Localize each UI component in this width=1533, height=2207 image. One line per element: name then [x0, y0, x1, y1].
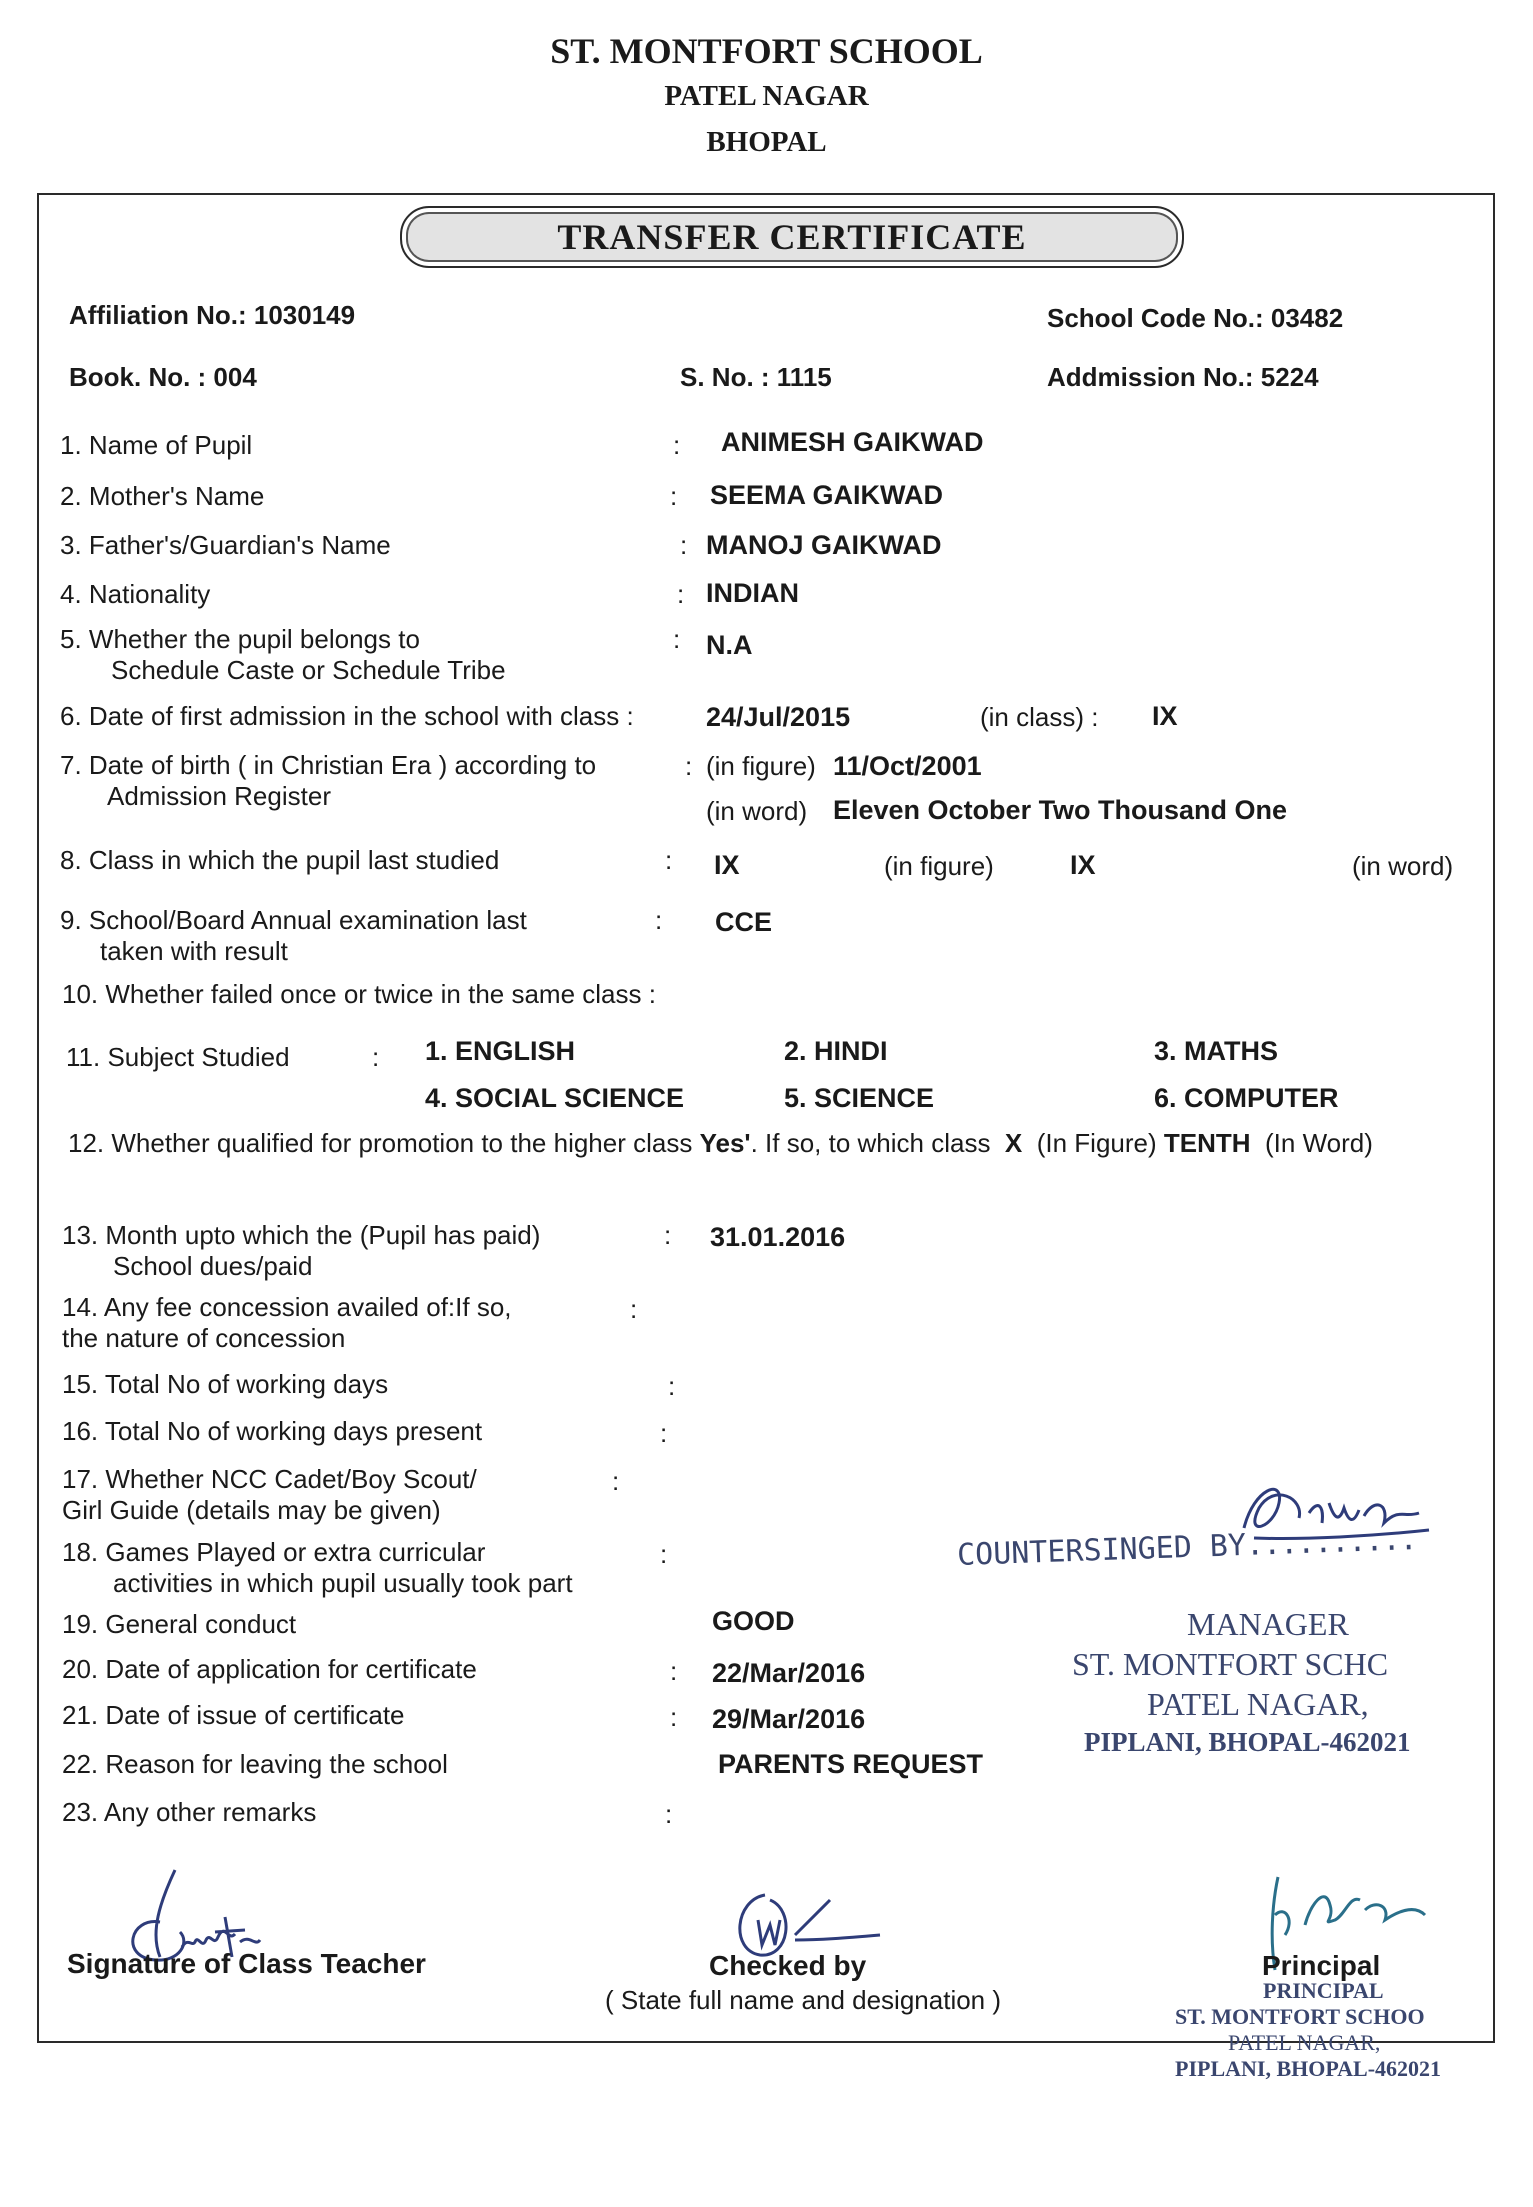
- school-code: School Code No.: 03482: [1047, 303, 1344, 333]
- colon: :: [665, 845, 673, 875]
- colon: :: [372, 1042, 380, 1072]
- field-13-label: 13. Month upto which the (Pupil has paid): [62, 1220, 541, 1250]
- field-3-value: MANOJ GAIKWAD: [706, 530, 942, 560]
- field-16-label: 16. Total No of working days present: [62, 1416, 483, 1446]
- school-area: PATEL NAGAR: [664, 80, 869, 112]
- field-17-label-cont: Girl Guide (details may be given): [62, 1495, 441, 1525]
- colon: :: [677, 579, 685, 609]
- field-1-value: ANIMESH GAIKWAD: [721, 427, 984, 457]
- principal-stamp-line1: PRINCIPAL: [1263, 1978, 1384, 2003]
- field-9-value: CCE: [715, 907, 773, 937]
- colon: :: [612, 1466, 620, 1496]
- subject-item: 4. SOCIAL SCIENCE: [425, 1083, 685, 1113]
- checked-by-note: ( State full name and designation ): [605, 1985, 1002, 2015]
- principal-stamp-line2: ST. MONTFORT SCHOO: [1175, 2004, 1425, 2029]
- affiliation-number: Affiliation No.: 1030149: [69, 300, 356, 330]
- colon: :: [670, 1656, 678, 1686]
- field-1-label: 1. Name of Pupil: [60, 430, 253, 460]
- field-12-figure-label: (In Figure): [1036, 1128, 1157, 1158]
- field-7-label-cont: Admission Register: [107, 781, 331, 811]
- field-11-label: 11. Subject Studied: [66, 1042, 290, 1072]
- colon: :: [630, 1294, 638, 1324]
- field-18-label: 18. Games Played or extra curricular: [62, 1537, 486, 1567]
- manager-signature: [1224, 1468, 1434, 1548]
- field-14-label: 14. Any fee concession availed of:If so,: [62, 1292, 512, 1322]
- manager-stamp-line3: PATEL NAGAR,: [1147, 1686, 1369, 1722]
- subject-item: 2. HINDI: [784, 1036, 888, 1066]
- colon: :: [685, 751, 693, 781]
- field-8-word-value: IX: [1070, 850, 1096, 880]
- subject-item: 5. SCIENCE: [784, 1083, 935, 1113]
- field-21-value: 29/Mar/2016: [712, 1704, 866, 1734]
- field-12-yes: Yes': [699, 1128, 751, 1158]
- class-teacher-label: Signature of Class Teacher: [67, 1948, 426, 1979]
- certificate-title: TRANSFER CERTIFICATE: [400, 206, 1184, 268]
- field-12-class-figure: X: [1004, 1128, 1023, 1158]
- school-name: ST. MONTFORT SCHOOL: [550, 31, 983, 71]
- field-5-label-cont: Schedule Caste or Schedule Tribe: [111, 655, 506, 685]
- field-4-value: INDIAN: [706, 578, 799, 608]
- principal-stamp-line4: PIPLANI, BHOPAL-462021: [1175, 2056, 1442, 2081]
- field-20-value: 22/Mar/2016: [712, 1658, 866, 1688]
- colon: :: [660, 1539, 668, 1569]
- field-7-figure-value: 11/Oct/2001: [833, 751, 982, 781]
- field-19-value: GOOD: [712, 1606, 795, 1636]
- field-12-class-word: TENTH: [1163, 1128, 1251, 1158]
- field-4-label: 4. Nationality: [60, 579, 211, 609]
- colon: :: [673, 624, 681, 654]
- field-6-class-value: IX: [1152, 701, 1178, 731]
- field-5-label: 5. Whether the pupil belongs to: [60, 624, 420, 654]
- field-6-class-label: (in class) :: [980, 702, 1099, 732]
- field-8-label: 8. Class in which the pupil last studied: [60, 845, 500, 875]
- subject-item: 3. MATHS: [1154, 1036, 1279, 1066]
- field-12-text: 12. Whether qualified for promotion to the higher class: [68, 1128, 693, 1158]
- countersigned-dots: ..........: [1245, 1521, 1418, 1563]
- colon: :: [665, 1799, 673, 1829]
- field-10-label: 10. Whether failed once or twice in the same class :: [62, 979, 656, 1009]
- principal-stamp-line3: PATEL NAGAR,: [1228, 2030, 1381, 2055]
- subject-item: 1. ENGLISH: [425, 1036, 576, 1066]
- colon: :: [660, 1418, 668, 1448]
- colon: :: [670, 1702, 678, 1732]
- field-14-label-cont: the nature of concession: [62, 1323, 346, 1353]
- book-number: Book. No. : 004: [69, 362, 257, 392]
- school-city: BHOPAL: [706, 126, 827, 158]
- field-7-figure-label: (in figure): [706, 751, 816, 781]
- field-8-word-label: (in word): [1352, 851, 1454, 881]
- field-3-label: 3. Father's/Guardian's Name: [60, 530, 391, 560]
- field-2-label: 2. Mother's Name: [60, 481, 265, 511]
- field-18-label-cont: activities in which pupil usually took part: [113, 1568, 573, 1598]
- field-5-value: N.A: [706, 630, 753, 660]
- field-6-label: 6. Date of first admission in the school with class :: [60, 701, 634, 731]
- field-19-label: 19. General conduct: [62, 1609, 297, 1639]
- field-8-figure-label: (in figure): [884, 851, 994, 881]
- countersigned-label: COUNTERSINGED BY: [956, 1527, 1247, 1574]
- serial-number: S. No. : 1115: [680, 362, 832, 392]
- field-7-word-value: Eleven October Two Thousand One: [833, 795, 1288, 825]
- colon: :: [680, 530, 688, 560]
- field-9-label-cont: taken with result: [100, 936, 288, 966]
- field-7-label: 7. Date of birth ( in Christian Era ) according to: [60, 750, 597, 780]
- admission-number: Addmission No.: 5224: [1047, 362, 1319, 392]
- subject-item: 6. COMPUTER: [1154, 1083, 1339, 1113]
- field-13-label-cont: School dues/paid: [113, 1251, 313, 1281]
- field-21-label: 21. Date of issue of certificate: [62, 1700, 405, 1730]
- colon: :: [655, 905, 663, 935]
- field-12-word-label: (In Word): [1265, 1128, 1373, 1158]
- manager-stamp-line2: ST. MONTFORT SCHC: [1072, 1646, 1389, 1682]
- colon: :: [673, 430, 681, 460]
- field-6-value: 24/Jul/2015: [706, 702, 851, 732]
- field-17-label: 17. Whether NCC Cadet/Boy Scout/: [62, 1464, 477, 1494]
- manager-stamp-line4: PIPLANI, BHOPAL-462021: [1084, 1727, 1411, 1757]
- field-12-line: [68, 1128, 1373, 1159]
- colon: :: [668, 1371, 676, 1401]
- field-7-word-label: (in word): [706, 796, 808, 826]
- field-2-value: SEEMA GAIKWAD: [710, 480, 944, 510]
- field-9-label: 9. School/Board Annual examination last: [60, 905, 527, 935]
- colon: :: [670, 481, 678, 511]
- field-22-label: 22. Reason for leaving the school: [62, 1749, 448, 1779]
- field-15-label: 15. Total No of working days: [62, 1369, 389, 1399]
- field-20-label: 20. Date of application for certificate: [62, 1654, 477, 1684]
- manager-stamp-line1: MANAGER: [1187, 1606, 1349, 1642]
- principal-label: Principal: [1262, 1950, 1381, 1981]
- checked-by-label: Checked by: [709, 1950, 867, 1981]
- field-13-value: 31.01.2016: [710, 1222, 846, 1252]
- field-8-figure-value: IX: [714, 850, 740, 880]
- field-12-text-cont: . If so, to which class: [750, 1128, 991, 1158]
- colon: :: [664, 1220, 672, 1250]
- field-22-value: PARENTS REQUEST: [718, 1749, 984, 1779]
- field-23-label: 23. Any other remarks: [62, 1797, 317, 1827]
